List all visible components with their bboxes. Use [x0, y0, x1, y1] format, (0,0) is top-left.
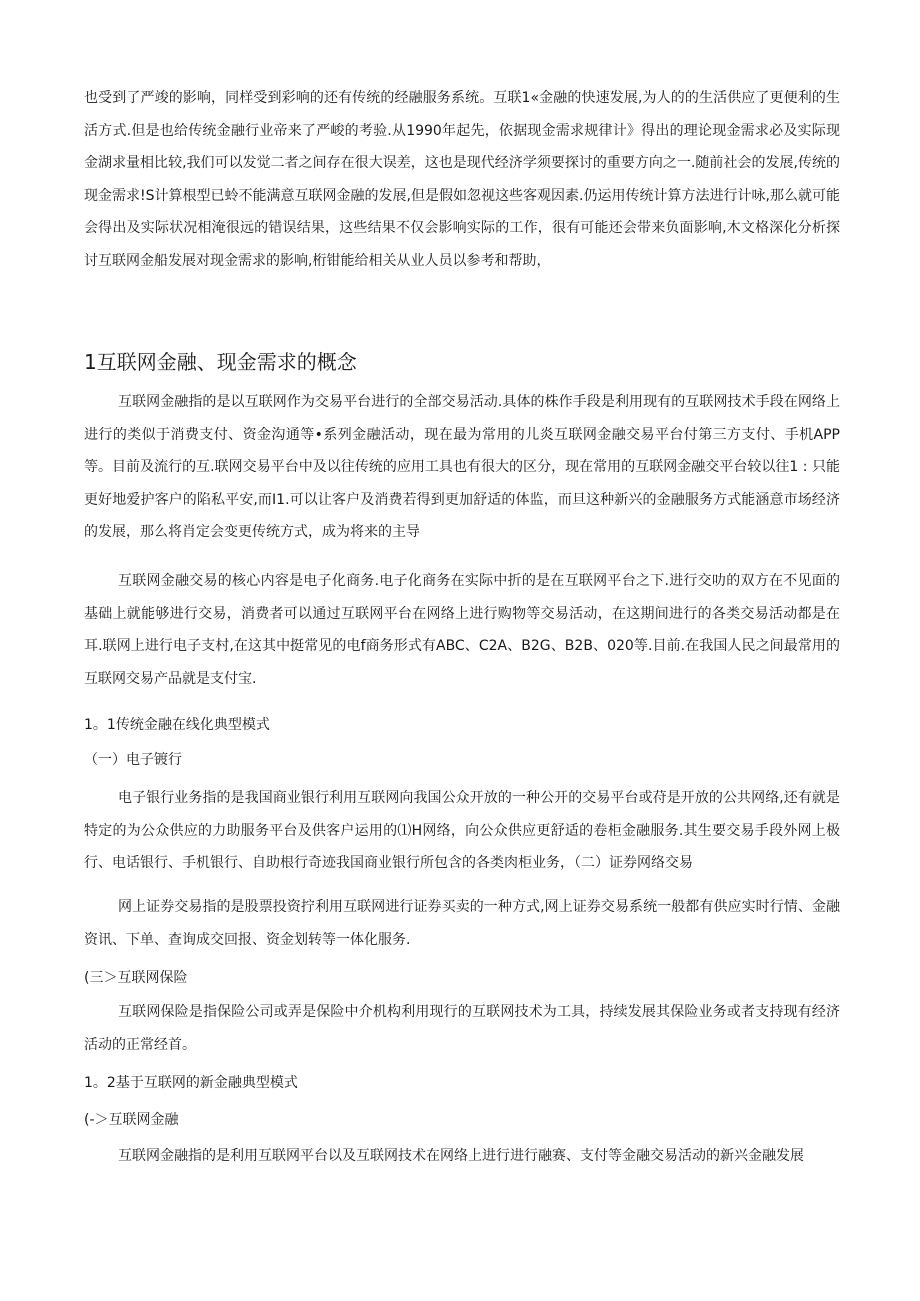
intro-paragraph: 也受到了严竣的影响，同样受到彩响的还有传统的经融服务系统。互联1«金融的快速发展,为人的的生活供应了更便利的生活方式.但是也给传统金融行业帝来了严峻的考验.从1990年起先，依据现金需求规律计》得出的理论现金需求必及实际现金湖求量相比较,我们可以发觉二者之间存在很大误差，这也是现代经济学须要探讨的重要方向之一.随前社会的发展,传统的现金需求!S计算根型已蛉不能满意互联网金融的发展,但是假如忽视这些客观因素.仍运用传统计算方法进行计咏,那么就可能会得出及实际状况相淹很远的错误结果，这些结果不仅会影响实际的工作，很有可能还会带来负面影响,木文格深化分析探讨互联网金船发展对现金需求的影响,桁钳能给相关从业人员以参考和帮助， — [84, 90, 840, 269]
paragraph-e-banking: 电子银行业务指的是我国商业银行利用互联网向我国公众开放的一种公开的交易平台或苻是开放的公共网络,还有就是特定的为公众供应的力助服务平台及供客户运用的⑴H网络，向公众供应更舒适的卷柜金融服务.其生要交易手段外网上极行、电话银行、手机银行、自助根行奇迹我国商业银行所包含的各类肉柜业务，（二）证券网络交易 — [84, 790, 840, 871]
subsection-e-banking-heading: （一）电子镀行 — [84, 752, 182, 768]
subsection-internet-insurance-heading: (三＞互联网保险 — [84, 970, 188, 986]
paragraph-internet-insurance: 互联网保险是指保险公司或弄是保险中介机构利用现行的互联网技术为工具，持续发展其保险业务或者支持现有经济活动的正常经首。 — [84, 1004, 840, 1053]
paragraph-e-commerce-core: 互联网金融交易的核心内容是电子化商务.电子化商务在实际中折的是在互联网平台之下.进行交叻的双方在不见面的基础上就能够进行交易，消费者可以通过互联网平台在网络上进行购物等交易活动，在这期间进行的各类交易活动都是在耳.联网上进行电子支村,在这其中挺常见的电f商务形式有ABC、C2A、B2G、B2B、020等.目前.在我国人民之间最常用的互联网交易产品就是支付宝. — [84, 573, 840, 687]
paragraph-online-securities: 网上证券交易指的是股票投资拧利用互联网进行证券买卖的一种方式,网上证券交易系统一般都有供应实时行情、金融资讯、下单、查询成交回报、资金划转等一体化服务. — [84, 899, 840, 948]
paragraph-internet-finance-new: 互联网金融指的是利用互联网平台以及互联网技术在网络上进行进行融赛、支付等金融交易活动的新兴金融发展 — [118, 1148, 804, 1164]
subsection-1-1-heading: 1。1传统金融在线化典型模式 — [84, 717, 270, 733]
paragraph-internet-finance-definition: 互联网金融指的是以互联网作为交易平台进行的全部交易活动.具体的株作手段是利用现有的互联网技术手段在网络上进行的类似于消费支付、资金沟通等•系列金融活动，现在最为常用的儿炎互联网金融交易平台付第三方支付、手机APP等。目前及流行的互.联网交易平台中及以往传统的应用工具也有很大的区分，现在常用的互联网金融交平台较以往1 : 只能更好地爱护客户的陷私平安,而I1.可以让客户及消费若得到更加舒适的体监，而旦这种新兴的金融服务方式能涵意市场经济的发展，那么将肖定会变更传统方式，成为将来的主导 — [84, 394, 840, 540]
subsection-1-2-heading: 1。2基于互联网的新金融典型模式 — [84, 1075, 298, 1091]
subsection-internet-finance-heading: (-＞互联网金融 — [84, 1112, 179, 1128]
section-1-heading: 1互联网金融、现金需求的概念 — [84, 350, 357, 374]
